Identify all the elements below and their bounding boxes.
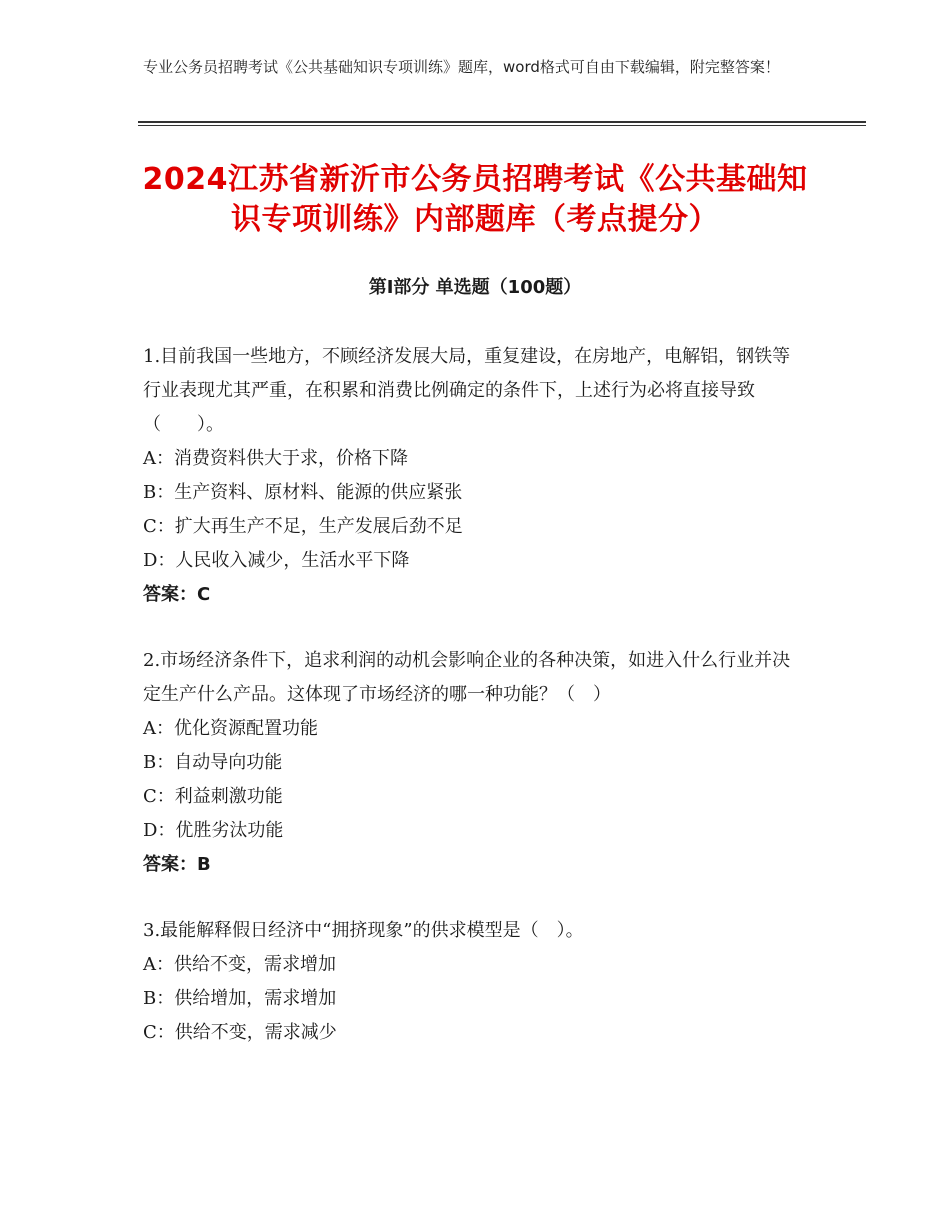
option-c: C：利益刺激功能: [143, 786, 283, 807]
question-list: [143, 340, 803, 1082]
document-title: 2024江苏省新沂市公务员招聘考试《公共基础知识专项训练》内部题库（考点提分）: [142, 162, 808, 237]
option-d: D：人民收入减少，生活水平下降: [143, 550, 410, 571]
option-b: B：供给增加，需求增加: [143, 988, 337, 1009]
option-a: A：供给不变，需求增加: [143, 954, 336, 975]
option-c: C：扩大再生产不足，生产发展后劲不足: [143, 516, 463, 537]
header-divider-thin: [138, 125, 866, 126]
question-1: [143, 340, 803, 612]
option-a: A：优化资源配置功能: [143, 718, 318, 739]
section-title: 第Ⅰ部分 单选题（100题）: [368, 277, 582, 298]
option-a: A：消费资料供大于求，价格下降: [143, 448, 408, 469]
header-divider-thick: [138, 121, 866, 123]
answer-label: 答案：B: [143, 854, 211, 875]
header-note: 专业公务员招聘考试《公共基础知识专项训练》题库，word格式可自由下载编辑，附完整答案！: [143, 58, 780, 76]
option-b: B：自动导向功能: [143, 752, 283, 773]
option-b: B：生产资料、原材料、能源的供应紧张: [143, 482, 463, 503]
question-stem: 3.最能解释假日经济中“拥挤现象”的供求模型是（ ）。: [143, 920, 584, 941]
question-stem: 1.目前我国一些地方，不顾经济发展大局，重复建设，在房地产，电解铝，钢铁等行业表现尤其严重，在积累和消费比例确定的条件下，上述行为必将直接导致（ ）。: [143, 346, 791, 435]
question-stem: 2.市场经济条件下，追求利润的动机会影响企业的各种决策，如进入什么行业并决定生产什么产品。这体现了市场经济的哪一种功能？（ ）: [143, 650, 791, 705]
option-c: C：供给不变，需求减少: [143, 1022, 337, 1043]
option-d: D：优胜劣汰功能: [143, 820, 284, 841]
answer-label: 答案：C: [143, 584, 211, 605]
question-2: [143, 644, 803, 882]
question-3: [143, 914, 803, 1050]
